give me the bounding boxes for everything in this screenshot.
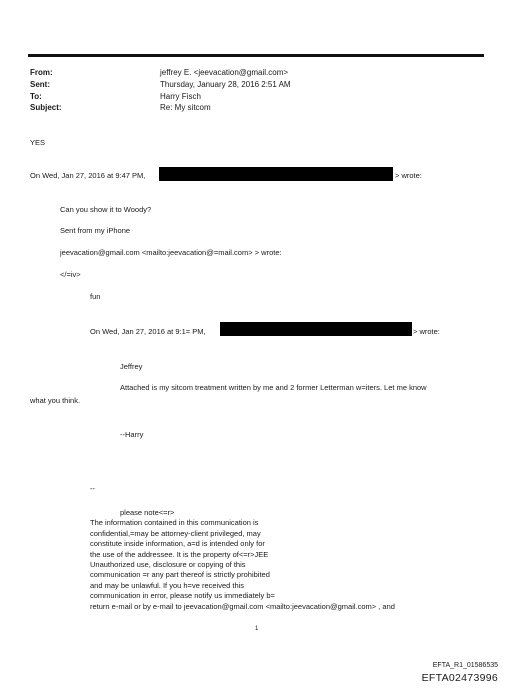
- notice-line: and may be unlawful. If you h=ve received this: [90, 580, 245, 590]
- footer-ref-2: EFTA02473996: [421, 672, 498, 684]
- line-fun: fun: [90, 292, 101, 301]
- quote1-intro: On Wed, Jan 27, 2016 at 9:47 PM,: [30, 171, 146, 180]
- sent-label: Sent:: [30, 80, 50, 89]
- quote2-intro: On Wed, Jan 27, 2016 at 9:1= PM,: [90, 327, 206, 336]
- confidentiality-notice: [90, 508, 395, 612]
- line-jeffrey: Jeffrey: [120, 362, 143, 371]
- notice-line: confidential,=may be attorney-client privileged, may: [90, 528, 261, 538]
- line-harry: --Harry: [120, 430, 144, 439]
- footer-ref-1: EFTA_R1_01586535: [432, 662, 498, 669]
- notice-line: communication in error, please notify us immediately b=: [90, 591, 275, 601]
- notice-line: constitute inside information, a=d is intended only for: [90, 539, 265, 549]
- line-div: </=iv>: [60, 270, 81, 279]
- line-dashes: --: [90, 484, 95, 493]
- quote2-wrote: > wrote:: [413, 327, 440, 336]
- reply-text: YES: [30, 138, 46, 147]
- sent-value: Thursday, January 28, 2016 2:51 AM: [160, 80, 291, 89]
- notice-line: Unauthorized use, disclosure or copying of this: [90, 560, 246, 570]
- to-value: Harry Fisch: [160, 92, 201, 101]
- line-woody: Can you show it to Woody?: [60, 205, 152, 214]
- quote1-wrote: > wrote:: [395, 171, 422, 180]
- line-think: what you think.: [30, 396, 81, 405]
- header-rule: [28, 54, 484, 57]
- subject-value: Re: My sitcom: [160, 103, 211, 112]
- notice-line: return e-mail or by e-mail to jeevacation@gmail.com <mailto:jeevacation@gmail.com> , and: [90, 601, 395, 611]
- to-label: To:: [30, 92, 42, 101]
- notice-line: the use of the addressee. It is the property of<=r>JEE: [90, 549, 269, 559]
- line-attached: Attached is my sitcom treatment written by me and 2 former Letterman w=iters. Let me know: [120, 383, 427, 392]
- from-label: From:: [30, 68, 53, 77]
- redaction-box: [159, 167, 393, 181]
- line-mailto: jeevacation@gmail.com <mailto:jeevacation@=mail.com> > wrote:: [60, 248, 282, 257]
- line-iphone: Sent from my iPhone: [60, 226, 131, 235]
- notice-line: communication =r any part thereof is strictly prohibited: [90, 570, 270, 580]
- subject-label: Subject:: [30, 103, 62, 112]
- notice-line: The information contained in this communication is: [90, 518, 259, 528]
- notice-line: please note<=r>: [120, 508, 175, 517]
- page-number: 1: [255, 626, 259, 632]
- redaction-box-2: [220, 322, 412, 336]
- from-value: jeffrey E. <jeevacation@gmail.com>: [160, 68, 289, 77]
